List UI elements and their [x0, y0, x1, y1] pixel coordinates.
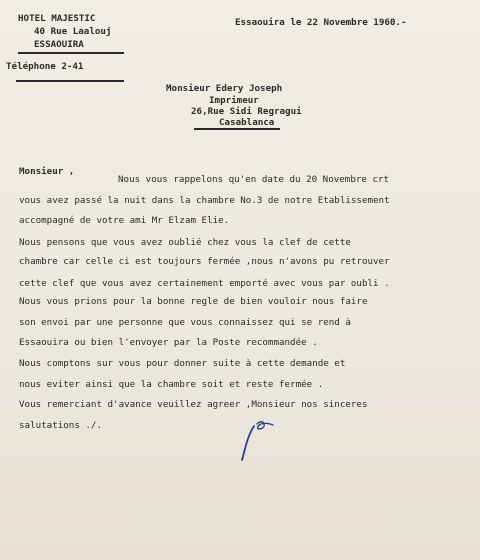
recipient-address: 26,Rue Sidi Regragui [191, 106, 302, 117]
recipient-underline [194, 128, 280, 130]
recipient-title: Imprimeur [209, 95, 259, 106]
letterhead-divider [18, 52, 124, 54]
body-line: Nous comptons sur vous pour donner suite à cette demande et [19, 358, 346, 369]
date-line: Essaouira le 22 Novembre 1960.- [235, 17, 407, 28]
body-line: son envoi par une personne que vous connaissez qui se rend à [19, 317, 351, 328]
body-line: accompagné de votre ami Mr Elzam Elie. [19, 215, 230, 226]
body-line: Essaouira ou bien l'envoyer par la Poste recommandée . [19, 337, 318, 348]
body-line: cette clef que vous avez certainement emporté avec vous par oubli . [19, 278, 390, 289]
body-line: Nous vous prions pour la bonne regle de bien vouloir nous faire [19, 296, 368, 307]
body-line: nous eviter ainsi que la chambre soit et reste fermée . [19, 379, 324, 390]
body-line: vous avez passé la nuit dans la chambre No.3 de notre Etablissement [19, 195, 390, 206]
salutation: Monsieur , [19, 166, 75, 177]
body-line: Nous pensons que vous avez oublié chez vous la clef de cette [19, 237, 351, 248]
body-line: chambre car celle ci est toujours fermée ,nous n'avons pu retrouver [19, 256, 390, 267]
recipient-name: Monsieur Edery Joseph [166, 83, 283, 94]
letterhead-city: ESSAOUIRA [34, 39, 84, 50]
body-line: Vous remerciant d'avance veuillez agreer ,Monsieur nos sinceres [19, 399, 368, 410]
signature-mark [240, 414, 278, 462]
recipient-city: Casablanca [219, 117, 275, 128]
body-line: Nous vous rappelons qu'en date du 20 Novembre crt [118, 174, 390, 185]
letterhead-divider-lower [16, 80, 124, 82]
body-line: salutations ./. [19, 420, 102, 431]
letterhead-telephone: Téléphone 2-41 [6, 61, 84, 72]
letterhead-hotel-name: HOTEL MAJESTIC [18, 13, 96, 24]
letterhead-street: 40 Rue Laalouj [34, 26, 112, 37]
